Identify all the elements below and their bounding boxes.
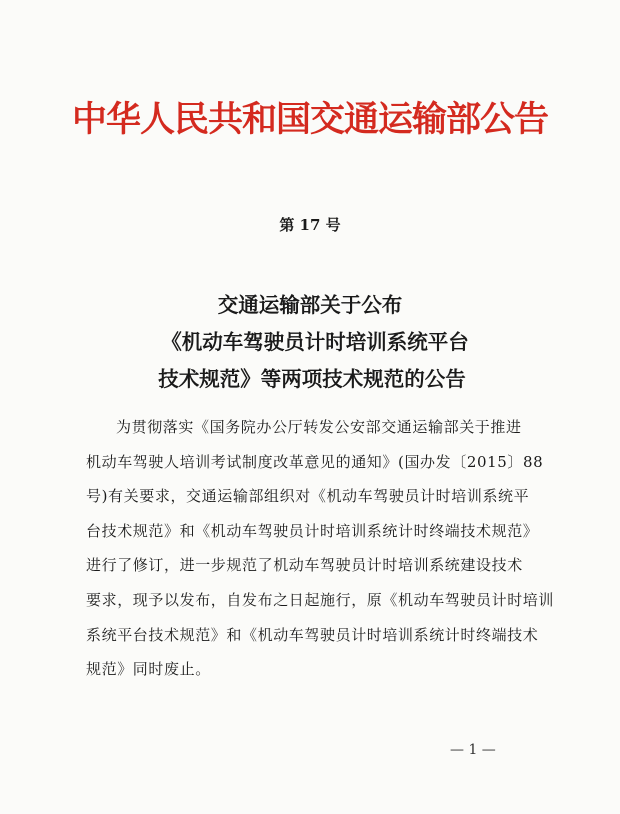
title-line: 技术规范》等两项技术规范的公告 [158,367,466,391]
body-paragraph [86,410,555,687]
body-line: 台技术规范》和《机动车驾驶员计时培训系统计时终端技术规范》 [86,521,539,540]
body-line: 为贯彻落实《国务院办公厅转发公安部交通运输部关于推进 [116,418,522,436]
page-number: — 1 — [450,742,496,758]
title-line: 交通运输部关于公布 [217,293,403,317]
body-line: 系统平台技术规范》和《机动车驾驶员计时培训系统计时终端技术 [86,625,539,644]
body-line: 规范》同时废止。 [86,660,211,679]
body-line: 机动车驾驶人培训考试制度改革意见的通知》(国办发〔2015〕88 [86,452,544,471]
document-number: 第 17 号 [279,216,341,234]
body-line: 号)有关要求，交通运输部组织对《机动车驾驶员计时培训系统平 [86,487,530,506]
body-line: 要求，现予以发布，自发布之日起施行，原《机动车驾驶员计时培训 [86,590,555,609]
body-line: 进行了修订，进一步规范了机动车驾驶员计时培训系统建设技术 [86,556,523,575]
announcement-title [0,287,620,398]
title-line: 《机动车驾驶员计时培训系统平台 [161,330,469,354]
masthead-title: 中华人民共和国交通运输部公告 [71,99,548,140]
